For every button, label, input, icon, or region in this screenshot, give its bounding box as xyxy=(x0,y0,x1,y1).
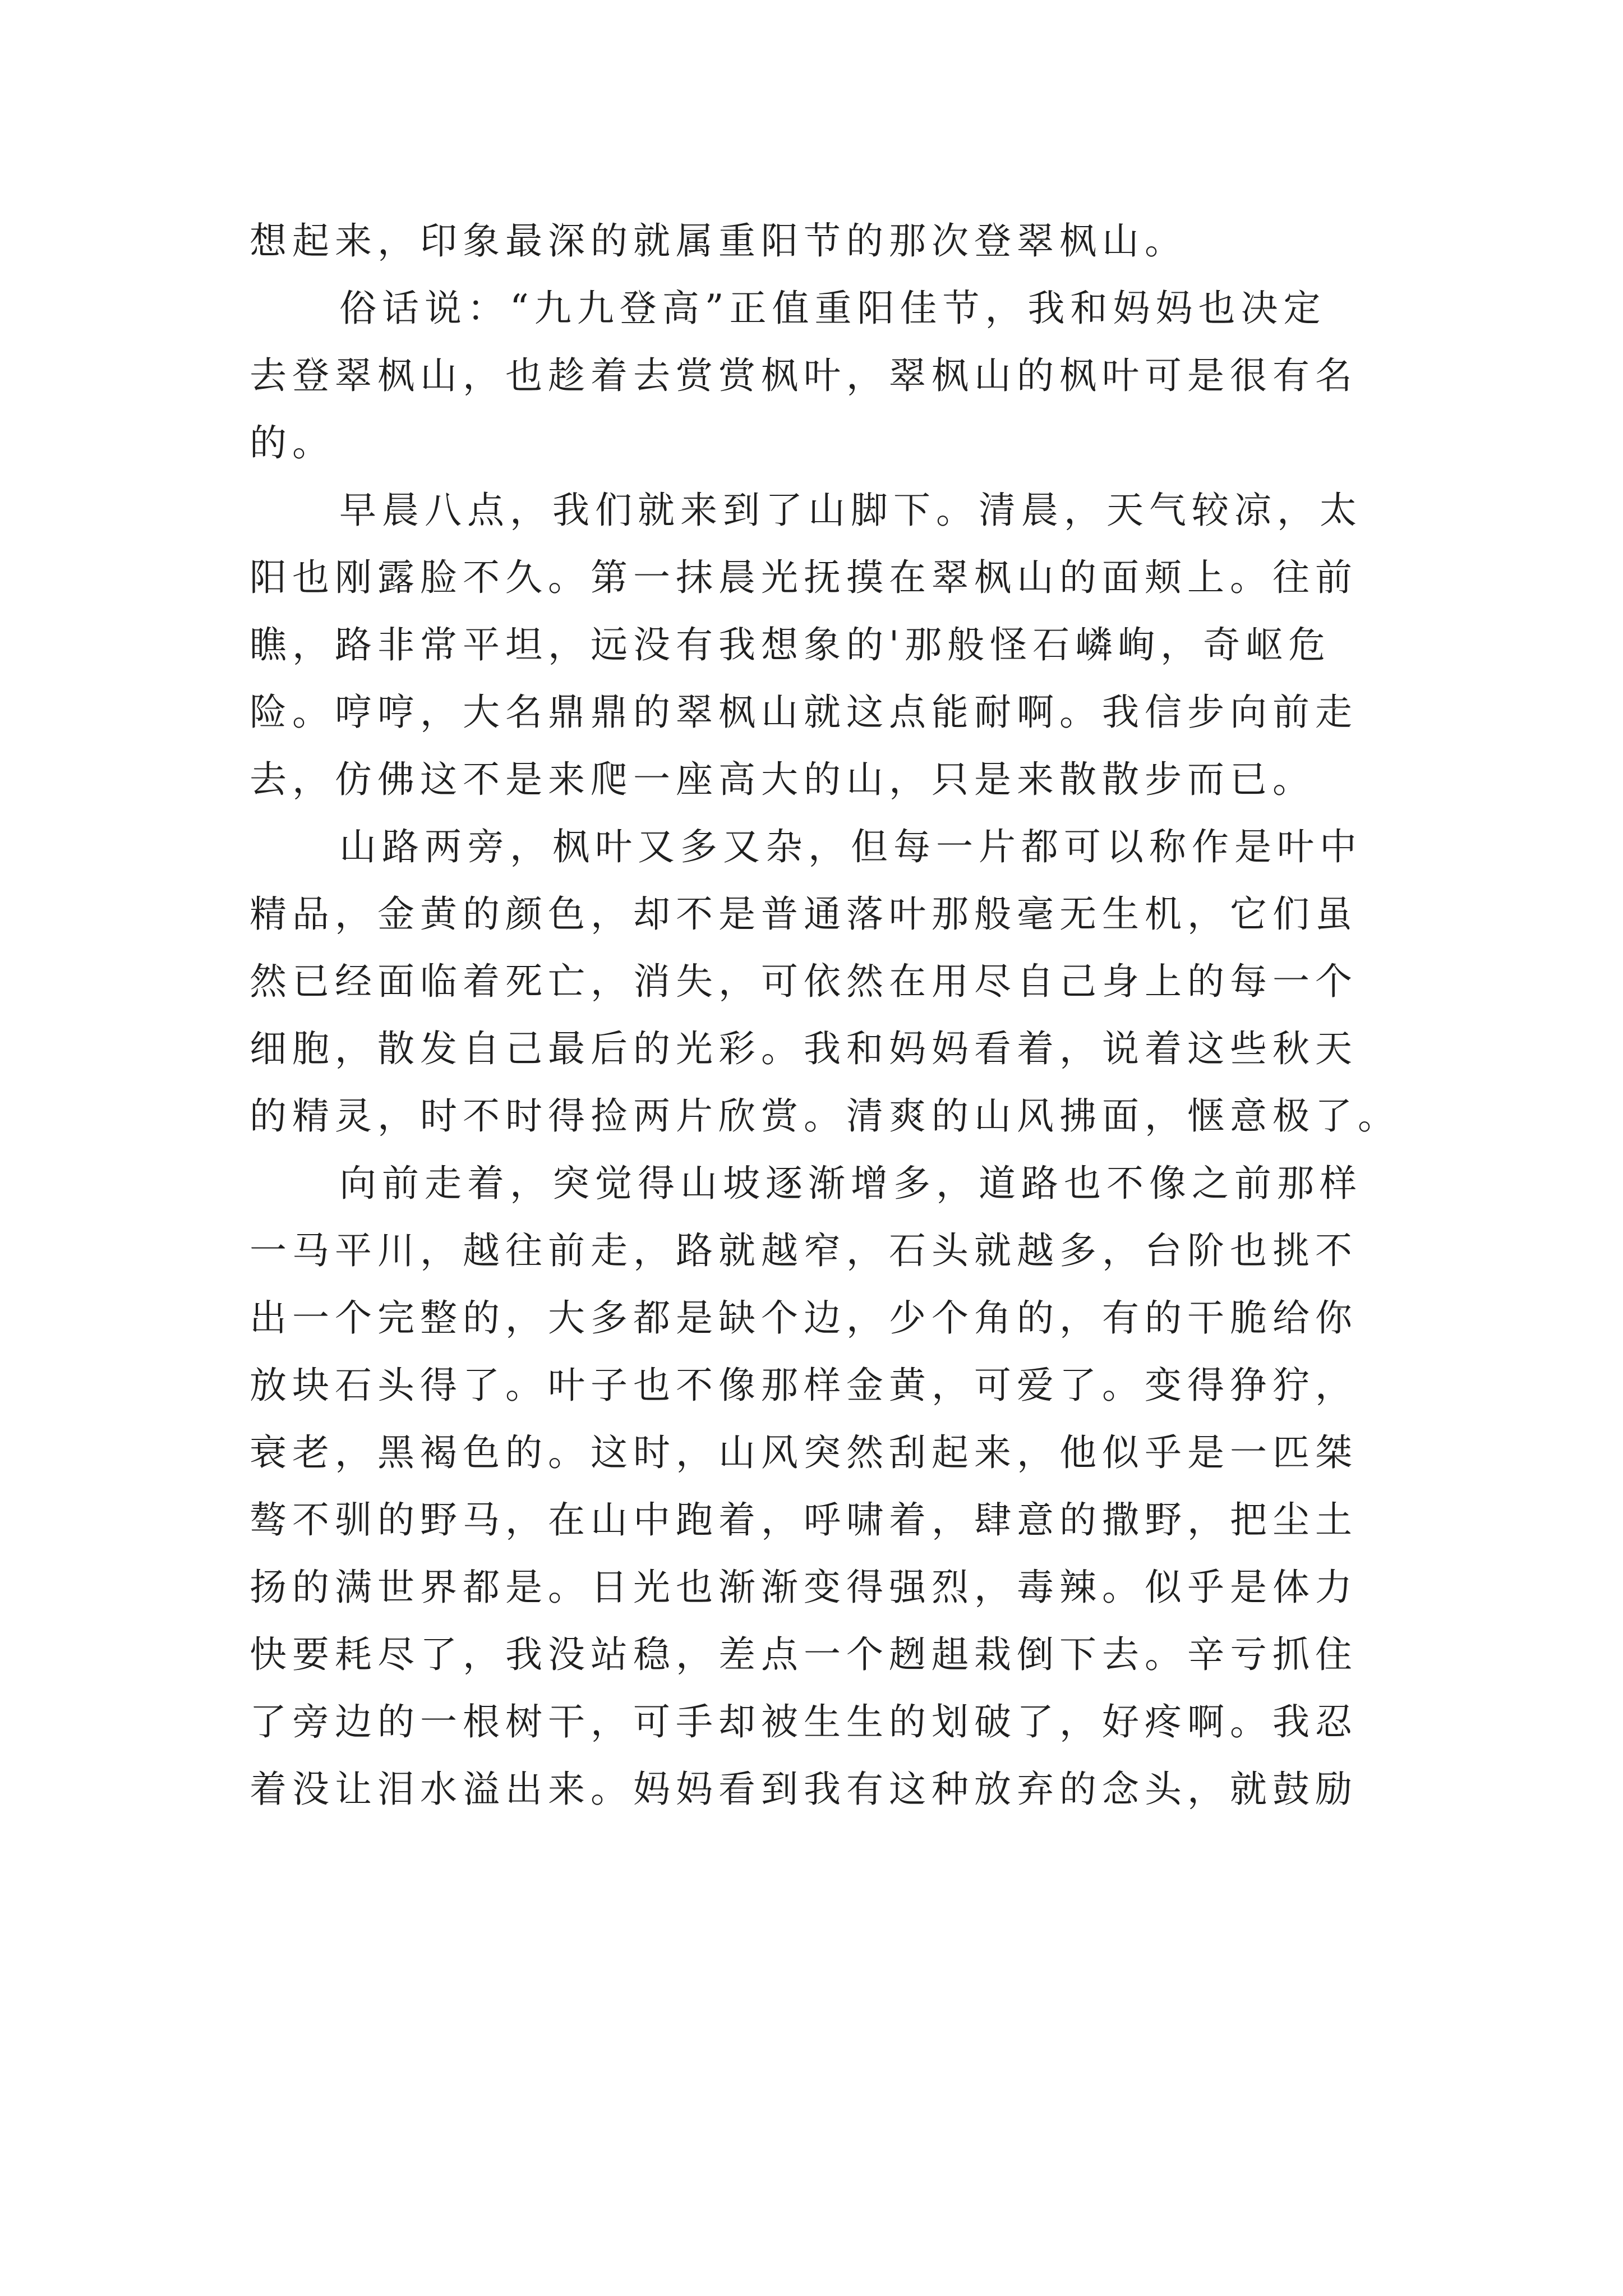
text-line: 了旁边的一根树干，可手却被生生的划破了，好疼啊。我忍 xyxy=(250,1700,1358,1743)
text-line: 去登翠枫山，也趁着去赏赏枫叶，翠枫山的枫叶可是很有名 xyxy=(250,354,1358,397)
text-line: 衰老，黑褐色的。这时，山风突然刮起来，他似乎是一匹桀 xyxy=(250,1431,1358,1474)
text-line: 险。哼哼，大名鼎鼎的翠枫山就这点能耐啊。我信步向前走 xyxy=(250,691,1358,734)
text-line: 放块石头得了。叶子也不像那样金黄，可爱了。变得狰狞， xyxy=(250,1364,1358,1407)
text-line: 阳也刚露脸不久。第一抹晨光抚摸在翠枫山的面颊上。往前 xyxy=(250,556,1358,599)
text-line: 去，仿佛这不是来爬一座高大的山，只是来散散步而已。 xyxy=(250,758,1315,801)
text-line: 细胞，散发自己最后的光彩。我和妈妈看着，说着这些秋天 xyxy=(250,1027,1358,1070)
text-line: 一马平川，越往前走，路就越窄，石头就越多，台阶也挑不 xyxy=(250,1229,1358,1272)
text-line: 快要耗尽了，我没站稳，差点一个趔趄栽倒下去。辛亏抓住 xyxy=(250,1633,1358,1676)
text-line: 出一个完整的，大多都是缺个边，少个角的，有的干脆给你 xyxy=(250,1296,1358,1340)
text-line: 早晨八点，我们就来到了山脚下。清晨，天气较凉，太 xyxy=(339,489,1362,532)
text-line: 想起来，印象最深的就属重阳节的那次登翠枫山。 xyxy=(250,219,1187,263)
text-line: 着没让泪水溢出来。妈妈看到我有这种放弃的念头，就鼓励 xyxy=(250,1768,1358,1811)
text-line: 扬的满世界都是。日光也渐渐变得强烈，毒辣。似乎是体力 xyxy=(250,1566,1358,1609)
text-line: 山路两旁，枫叶又多又杂，但每一片都可以称作是叶中 xyxy=(339,825,1362,868)
text-line: 的精灵，时不时得捡两片欣赏。清爽的山风拂面，惬意极了。 xyxy=(250,1094,1400,1138)
text-line: 然已经面临着死亡，消失，可依然在用尽自己身上的每一个 xyxy=(250,960,1358,1003)
text-line: 瞧，路非常平坦，远没有我想象的'那般怪石嶙峋，奇岖危 xyxy=(250,623,1331,666)
text-line: 向前走着，突觉得山坡逐渐增多，道路也不像之前那样 xyxy=(339,1162,1362,1205)
text-line: 骜不驯的野马，在山中跑着，呼啸着，肆意的撒野，把尘土 xyxy=(250,1498,1358,1542)
document-body xyxy=(250,208,1400,1823)
text-line: 的。 xyxy=(250,421,335,464)
text-line: 精品，金黄的颜色，却不是普通落叶那般毫无生机，它们虽 xyxy=(250,892,1358,936)
text-line: 俗话说：“九九登高”正值重阳佳节，我和妈妈也决定 xyxy=(339,287,1326,330)
